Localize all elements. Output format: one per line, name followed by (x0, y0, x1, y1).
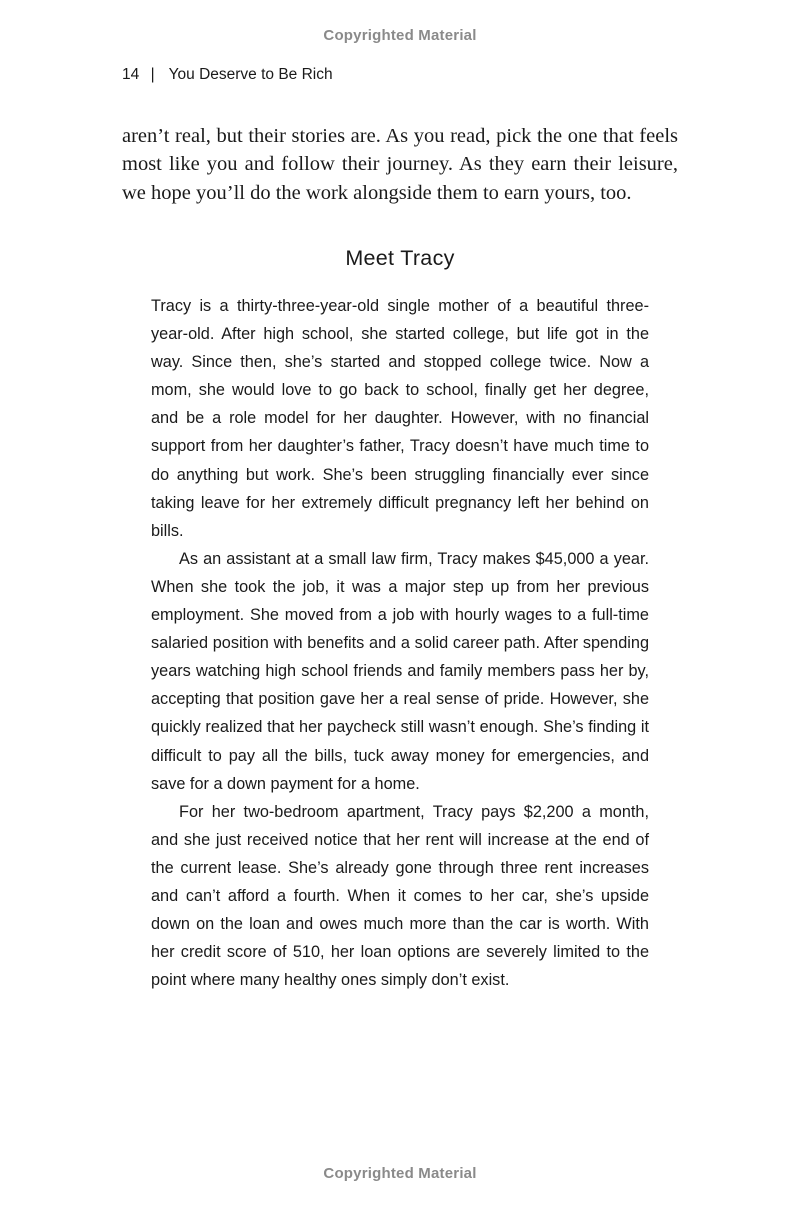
body-paragraph: For her two-bedroom apartment, Tracy pays $2,200 a month, and she just received notice that her rent will increase at the end of the current lease. She’s already gone through three rent increases and can’t afford a fourth. When it comes to her car, she’s upside down on the loan and owes much more than the car is worth. With her credit score of 510, her loan options are severely limited to the point where many healthy ones simply don’t exist. (151, 802, 649, 990)
body-paragraph: As an assistant at a small law firm, Tracy makes $45,000 a year. When she took the job, it was a major step up from her previous employment. She moved from a job with hourly wages to a full-time salaried position with benefits and a solid career path. After spending years watching high school friends and family members pass her by, accepting that position gave her a real sense of pride. However, she quickly realized that her paycheck still wasn’t enough. She’s finding it difficult to pay all the bills, tuck away money for emergencies, and save for a down payment for a home. (151, 549, 649, 793)
intro-paragraph: aren’t real, but their stories are. As you read, pick the one that feels most like you and follow their journey. As they earn their leisure, we hope you’ll do the work alongside them to earn yours, too. (122, 125, 678, 204)
running-head (122, 66, 333, 84)
page-number: 14 (122, 66, 140, 83)
copyright-watermark-bottom: Copyrighted Material (323, 1165, 477, 1182)
book-title: You Deserve to Be Rich (168, 66, 333, 83)
copyright-watermark-top: Copyrighted Material (323, 27, 477, 44)
body-paragraph: Tracy is a thirty-three-year-old single mother of a beautiful three-year-old. After high school, she started college, but life got in the way. Since then, she’s started and stopped college twice. Now a mom, she would love to go back to school, finally get her degree, and be a role model for her daughter. However, with no financial support from her daughter’s father, Tracy doesn’t have much time to do anything but work. She’s been struggling financially ever since taking leave for her extremely difficult pregnancy left her behind on bills. (151, 297, 649, 540)
section-body (151, 292, 649, 994)
section-title: Meet Tracy (345, 246, 455, 270)
running-head-separator: | (150, 66, 155, 83)
